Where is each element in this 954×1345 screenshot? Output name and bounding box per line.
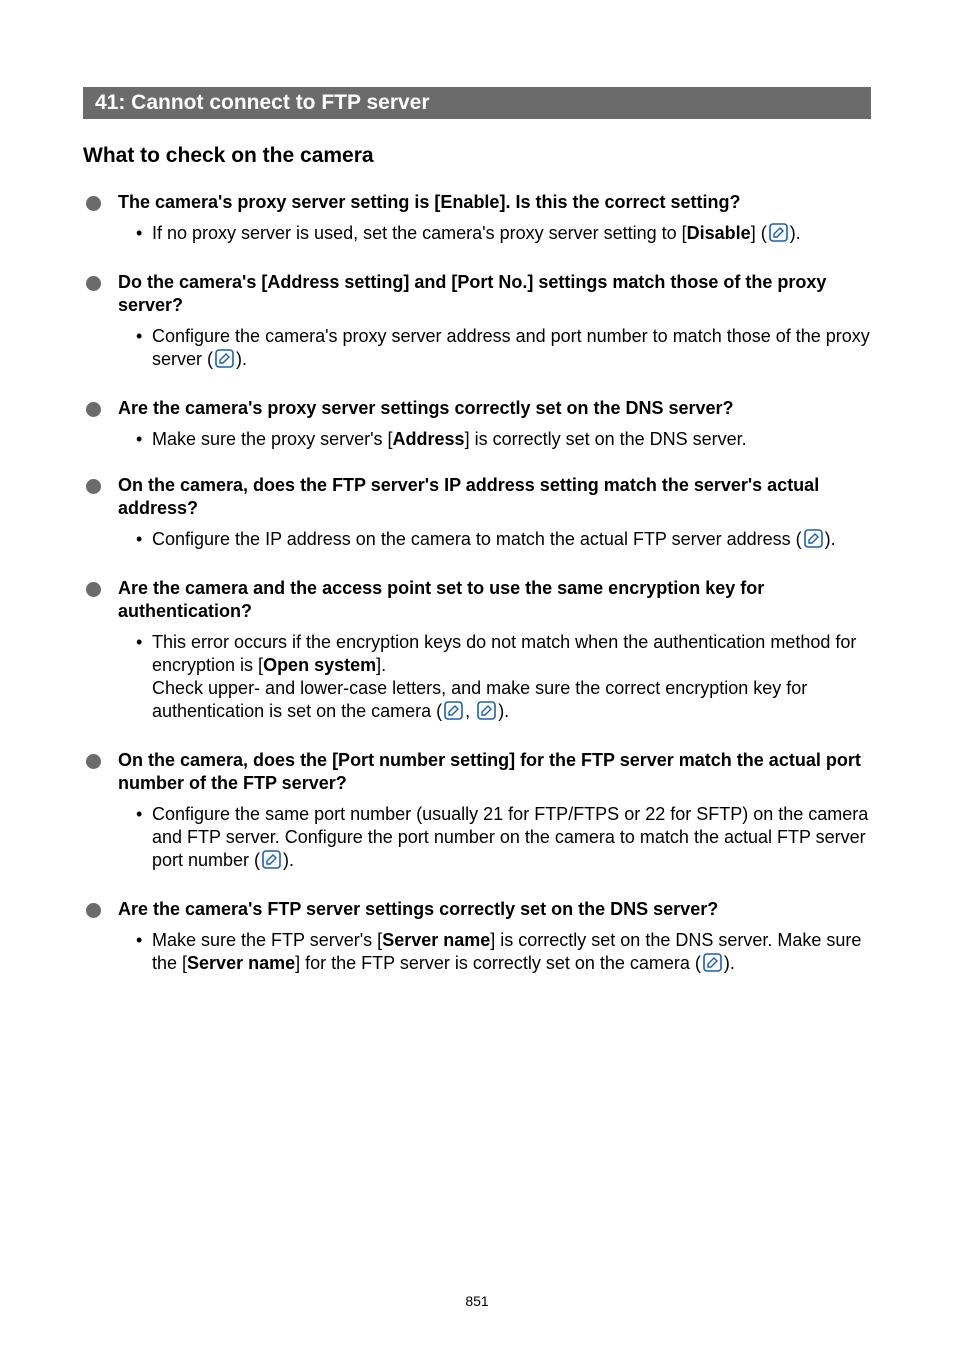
page-number: 851 [465, 1293, 489, 1309]
check-item [83, 577, 883, 726]
check-item [83, 474, 883, 554]
check-answer: • Configure the IP address on the camera to match the actual FTP server address ( ). [152, 528, 874, 554]
circle-bullet-icon [86, 903, 101, 918]
check-answer: • If no proxy server is used, set the camera's proxy server setting to [Disable] ( ). [152, 222, 874, 248]
section-header [83, 87, 871, 119]
page-reference-link-icon[interactable] [477, 701, 496, 726]
check-item [83, 749, 883, 875]
check-item [83, 271, 883, 374]
page-reference-link-icon[interactable] [769, 223, 788, 248]
section-title: 41: Cannot connect to FTP server [95, 91, 430, 114]
bullet-glyph: • [136, 804, 143, 824]
circle-bullet-icon [86, 754, 101, 769]
page-reference-link-icon[interactable] [703, 953, 722, 978]
bullet-glyph: • [136, 429, 143, 449]
subsection-title: What to check on the camera [83, 144, 374, 167]
check-answer: • Make sure the proxy server's [Address] is correctly set on the DNS server. [136, 429, 747, 449]
page-reference-link-icon[interactable] [215, 349, 234, 374]
circle-bullet-icon [86, 479, 101, 494]
bullet-glyph: • [136, 632, 143, 652]
checklist [83, 191, 883, 1001]
check-answer: • Configure the camera's proxy server address and port number to match those of the proxy server ( ). [152, 325, 874, 374]
check-item [83, 191, 883, 248]
check-item [83, 898, 883, 978]
bullet-glyph: • [136, 930, 143, 950]
circle-bullet-icon [86, 582, 101, 597]
bullet-glyph: • [136, 223, 143, 243]
bullet-glyph: • [136, 326, 143, 346]
page-reference-link-icon[interactable] [804, 529, 823, 554]
check-question: On the camera, does the [Port number setting] for the FTP server match the actual port number of the FTP server? [118, 750, 861, 793]
check-question: Do the camera's [Address setting] and [Port No.] settings match those of the proxy server? [118, 272, 827, 315]
page-reference-link-icon[interactable] [262, 850, 281, 875]
check-answer: • Configure the same port number (usually 21 for FTP/FTPS or 22 for SFTP) on the camera and FTP server. Configure the port number on the camera to match the actual FTP server port number ( ). [152, 803, 874, 875]
circle-bullet-icon [86, 276, 101, 291]
check-answer: • This error occurs if the encryption keys do not match when the authentication method for encryption is [Open system]. Check upper- and lower-case letters, and make sure the correct encryption key for authentication is set on the camera ( , ). [152, 631, 874, 726]
check-question: Are the camera's proxy server settings correctly set on the DNS server? [118, 398, 734, 418]
bullet-glyph: • [136, 529, 143, 549]
check-answer: • Make sure the FTP server's [Server name] is correctly set on the DNS server. Make sure the [Server name] for the FTP server is correctly set on the camera ( ). [152, 929, 874, 978]
check-question: On the camera, does the FTP server's IP address setting match the server's actual address? [118, 475, 820, 518]
check-question: Are the camera's FTP server settings correctly set on the DNS server? [118, 899, 719, 919]
circle-bullet-icon [86, 196, 101, 211]
check-question: The camera's proxy server setting is [Enable]. Is this the correct setting? [118, 192, 741, 212]
check-item [83, 397, 883, 451]
page-reference-link-icon[interactable] [444, 701, 463, 726]
check-question: Are the camera and the access point set to use the same encryption key for authentication? [118, 578, 765, 621]
circle-bullet-icon [86, 402, 101, 417]
